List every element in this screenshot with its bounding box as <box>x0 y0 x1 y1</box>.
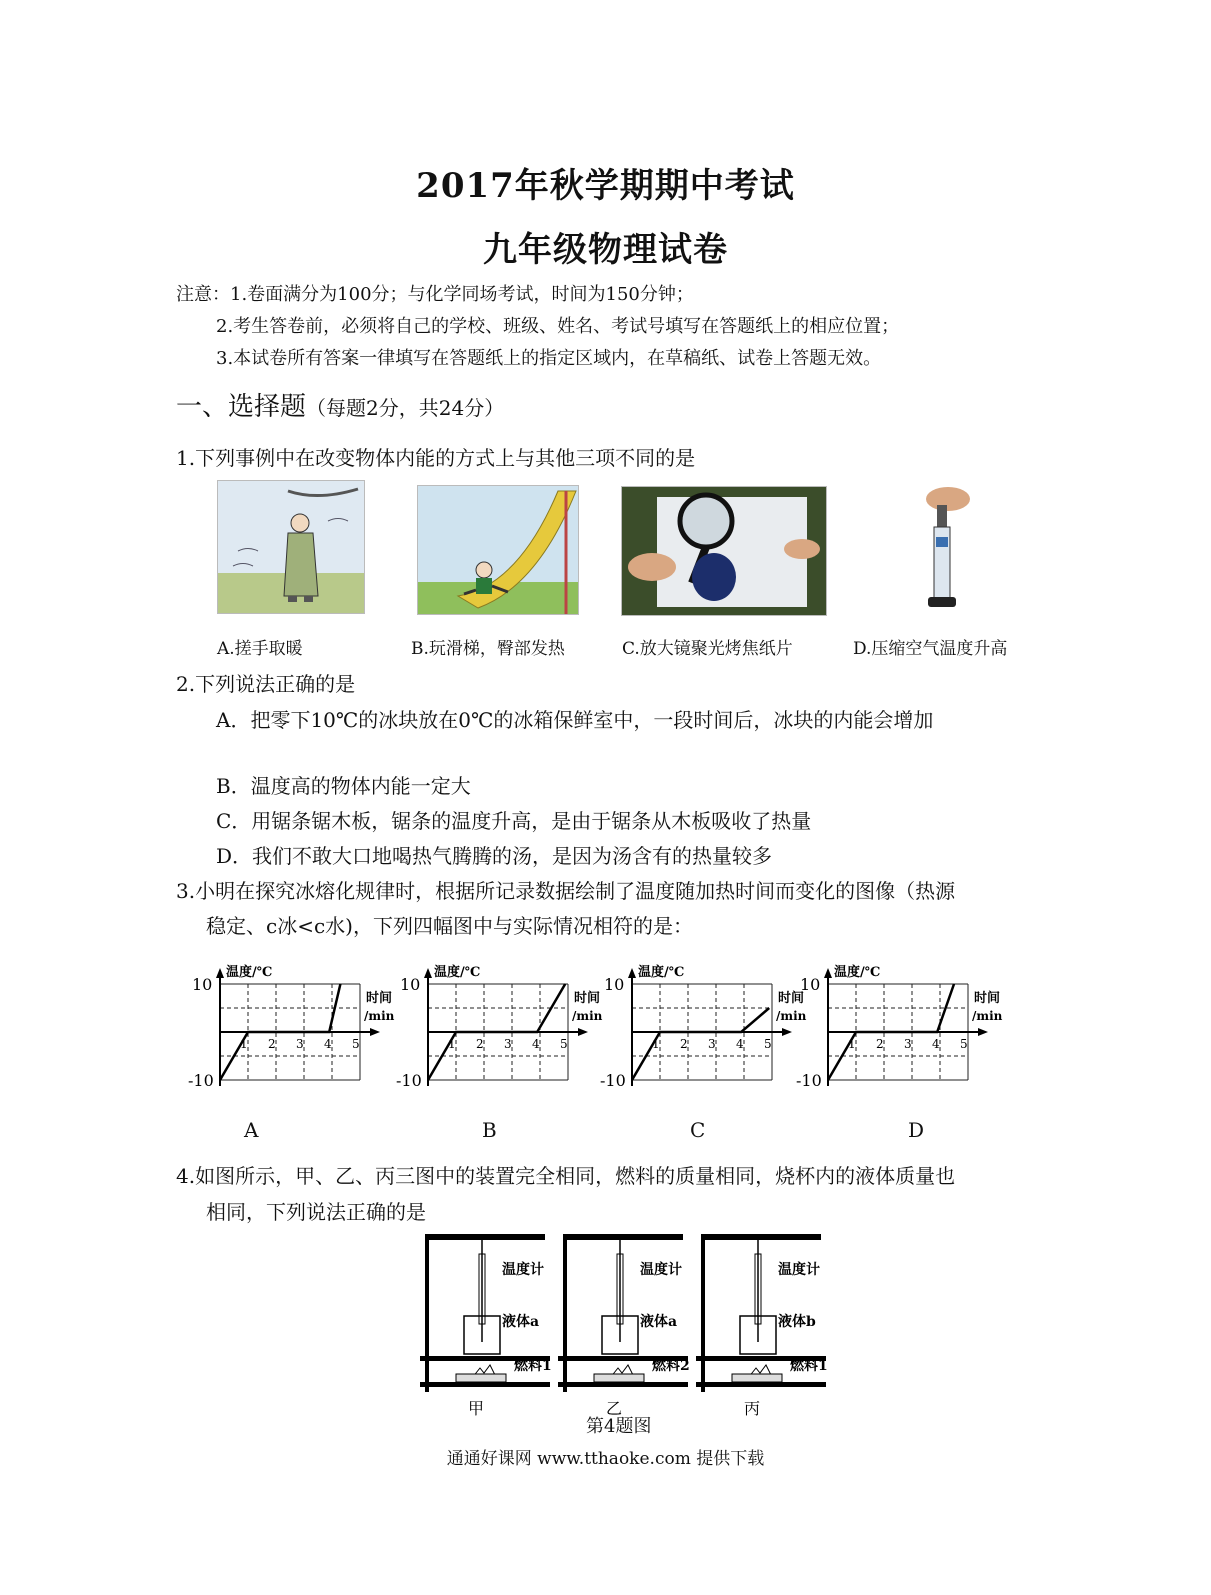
x-tick-label: 3 <box>904 1037 912 1051</box>
graph-b <box>396 958 603 1102</box>
q2-option-b: B．温度高的物体内能一定大 <box>216 774 471 798</box>
graph-c <box>600 958 807 1102</box>
apparatus-3 <box>696 1234 828 1418</box>
x-tick-label: 1 <box>448 1037 456 1051</box>
x-tick-label: 3 <box>504 1037 512 1051</box>
x-tick-label: 4 <box>324 1037 332 1051</box>
x-tick-label: 1 <box>848 1037 856 1051</box>
x-axis-label-2: /min <box>364 1009 395 1023</box>
q4-figure <box>420 1232 828 1442</box>
liquid-label: 液体b <box>778 1314 816 1330</box>
y-arrow-icon <box>424 968 432 978</box>
thermometer-label: 温度计 <box>640 1262 682 1278</box>
graph-label-b: B <box>482 1118 497 1142</box>
x-tick-label: 4 <box>736 1037 744 1051</box>
y-axis-label: 温度/℃ <box>226 965 273 980</box>
liquid-label: 液体a <box>640 1314 678 1330</box>
q1-caption-c: C.放大镜聚光烤焦纸片 <box>622 639 793 659</box>
y-arrow-icon <box>628 968 636 978</box>
x-tick-label: 5 <box>560 1037 568 1051</box>
y-tick-max: 10 <box>604 975 625 994</box>
x-tick-label: 1 <box>240 1037 248 1051</box>
question-4-stem-line2: 相同，下列说法正确的是 <box>206 1200 426 1224</box>
picture-air-pump <box>912 485 972 613</box>
y-tick-min: -10 <box>796 1071 822 1090</box>
picture-slide <box>417 485 579 615</box>
picture-magnifying-glass <box>621 486 827 616</box>
graph-label-d: D <box>908 1118 925 1142</box>
graph-d <box>796 958 1003 1102</box>
x-tick-label: 4 <box>532 1037 540 1051</box>
fuel-label: 燃料1 <box>514 1358 552 1374</box>
y-axis-label: 温度/℃ <box>434 965 481 980</box>
picture-rubbing-hands <box>217 480 365 614</box>
y-axis-label: 温度/℃ <box>834 965 881 980</box>
thermometer-label: 温度计 <box>502 1262 544 1278</box>
y-tick-max: 10 <box>800 975 821 994</box>
note-1: 注意：1.卷面满分为100分；与化学同场考试，时间为150分钟； <box>176 284 694 305</box>
x-axis-label-1: 时间 <box>366 991 393 1006</box>
graph-label-a: A <box>244 1118 259 1142</box>
x-arrow-icon <box>978 1028 988 1036</box>
question-3-stem-line1: 3.小明在探究冰熔化规律时，根据所记录数据绘制了温度随加热时间而变化的图像（热源 <box>176 879 956 903</box>
x-axis-label-2: /min <box>776 1009 807 1023</box>
note-2: 2.考生答卷前，必须将自己的学校、班级、姓名、考试号填写在答题纸上的相应位置； <box>216 316 900 337</box>
x-axis-label-2: /min <box>972 1009 1003 1023</box>
x-tick-label: 3 <box>708 1037 716 1051</box>
y-arrow-icon <box>824 968 832 978</box>
x-tick-label: 2 <box>876 1037 884 1051</box>
apparatus-1 <box>420 1234 552 1418</box>
section-heading <box>176 386 504 423</box>
question-1-stem: 1.下列事例中在改变物体内能的方式上与其他三项不同的是 <box>176 446 696 470</box>
footer-source: 通通好课网 www.tthaoke.com 提供下载 <box>446 1449 765 1469</box>
y-tick-min: -10 <box>188 1071 214 1090</box>
q2-option-a: A．把零下10℃的冰块放在0℃的冰箱保鲜室中，一段时间后，冰块的内能会增加 <box>216 708 934 732</box>
y-tick-min: -10 <box>600 1071 626 1090</box>
x-axis-label-2: /min <box>572 1009 603 1023</box>
section-subtitle: （每题2分，共24分） <box>306 396 505 420</box>
x-tick-label: 5 <box>960 1037 968 1051</box>
x-axis-label-1: 时间 <box>974 991 1001 1006</box>
q2-option-d: D．我们不敢大口地喝热气腾腾的汤，是因为汤含有的热量较多 <box>216 844 773 868</box>
apparatus-name: 甲 <box>468 1399 485 1418</box>
apparatus-name: 乙 <box>606 1399 623 1418</box>
q1-caption-b: B.玩滑梯，臀部发热 <box>411 639 565 659</box>
x-arrow-icon <box>578 1028 588 1036</box>
y-tick-min: -10 <box>396 1071 422 1090</box>
y-tick-max: 10 <box>192 975 213 994</box>
temperature-curve <box>632 1008 769 1080</box>
note-3: 3.本试卷所有答案一律填写在答题纸上的指定区域内，在草稿纸、试卷上答题无效。 <box>216 348 882 369</box>
q4-figure-caption: 第4题图 <box>586 1416 652 1437</box>
apparatus-2 <box>558 1234 690 1418</box>
x-tick-label: 2 <box>680 1037 688 1051</box>
fuel-label: 燃料1 <box>790 1358 828 1374</box>
q1-caption-d: D.压缩空气温度升高 <box>853 639 1008 659</box>
paper-title: 九年级物理试卷 <box>483 230 728 270</box>
fuel-label: 燃料2 <box>652 1358 690 1374</box>
section-title: 一、选择题 <box>176 392 307 422</box>
question-3-stem-line2: 稳定、c冰<c水)，下列四幅图中与实际情况相符的是： <box>206 914 693 938</box>
graph-a <box>188 958 395 1102</box>
question-4-stem-line1: 4.如图所示，甲、乙、丙三图中的装置完全相同，燃料的质量相同，烧杯内的液体质量也 <box>176 1164 956 1188</box>
x-arrow-icon <box>782 1028 792 1036</box>
x-tick-label: 2 <box>268 1037 276 1051</box>
graph-label-c: C <box>690 1118 706 1142</box>
x-axis-label-1: 时间 <box>778 991 805 1006</box>
exam-title: 2017年秋学期期中考试 <box>416 166 795 206</box>
question-2-stem: 2.下列说法正确的是 <box>176 672 356 696</box>
q1-caption-a: A.搓手取暖 <box>217 639 303 659</box>
x-tick-label: 5 <box>352 1037 360 1051</box>
y-arrow-icon <box>216 968 224 978</box>
liquid-label: 液体a <box>502 1314 540 1330</box>
x-axis-label-1: 时间 <box>574 991 601 1006</box>
x-tick-label: 3 <box>296 1037 304 1051</box>
x-arrow-icon <box>370 1028 380 1036</box>
x-tick-label: 1 <box>652 1037 660 1051</box>
thermometer-label: 温度计 <box>778 1262 820 1278</box>
q2-option-c: C．用锯条锯木板，锯条的温度升高，是由于锯条从木板吸收了热量 <box>216 809 812 833</box>
y-axis-label: 温度/℃ <box>638 965 685 980</box>
x-tick-label: 2 <box>476 1037 484 1051</box>
apparatus-name: 丙 <box>744 1399 761 1418</box>
x-tick-label: 5 <box>764 1037 772 1051</box>
y-tick-max: 10 <box>400 975 421 994</box>
x-tick-label: 4 <box>932 1037 940 1051</box>
